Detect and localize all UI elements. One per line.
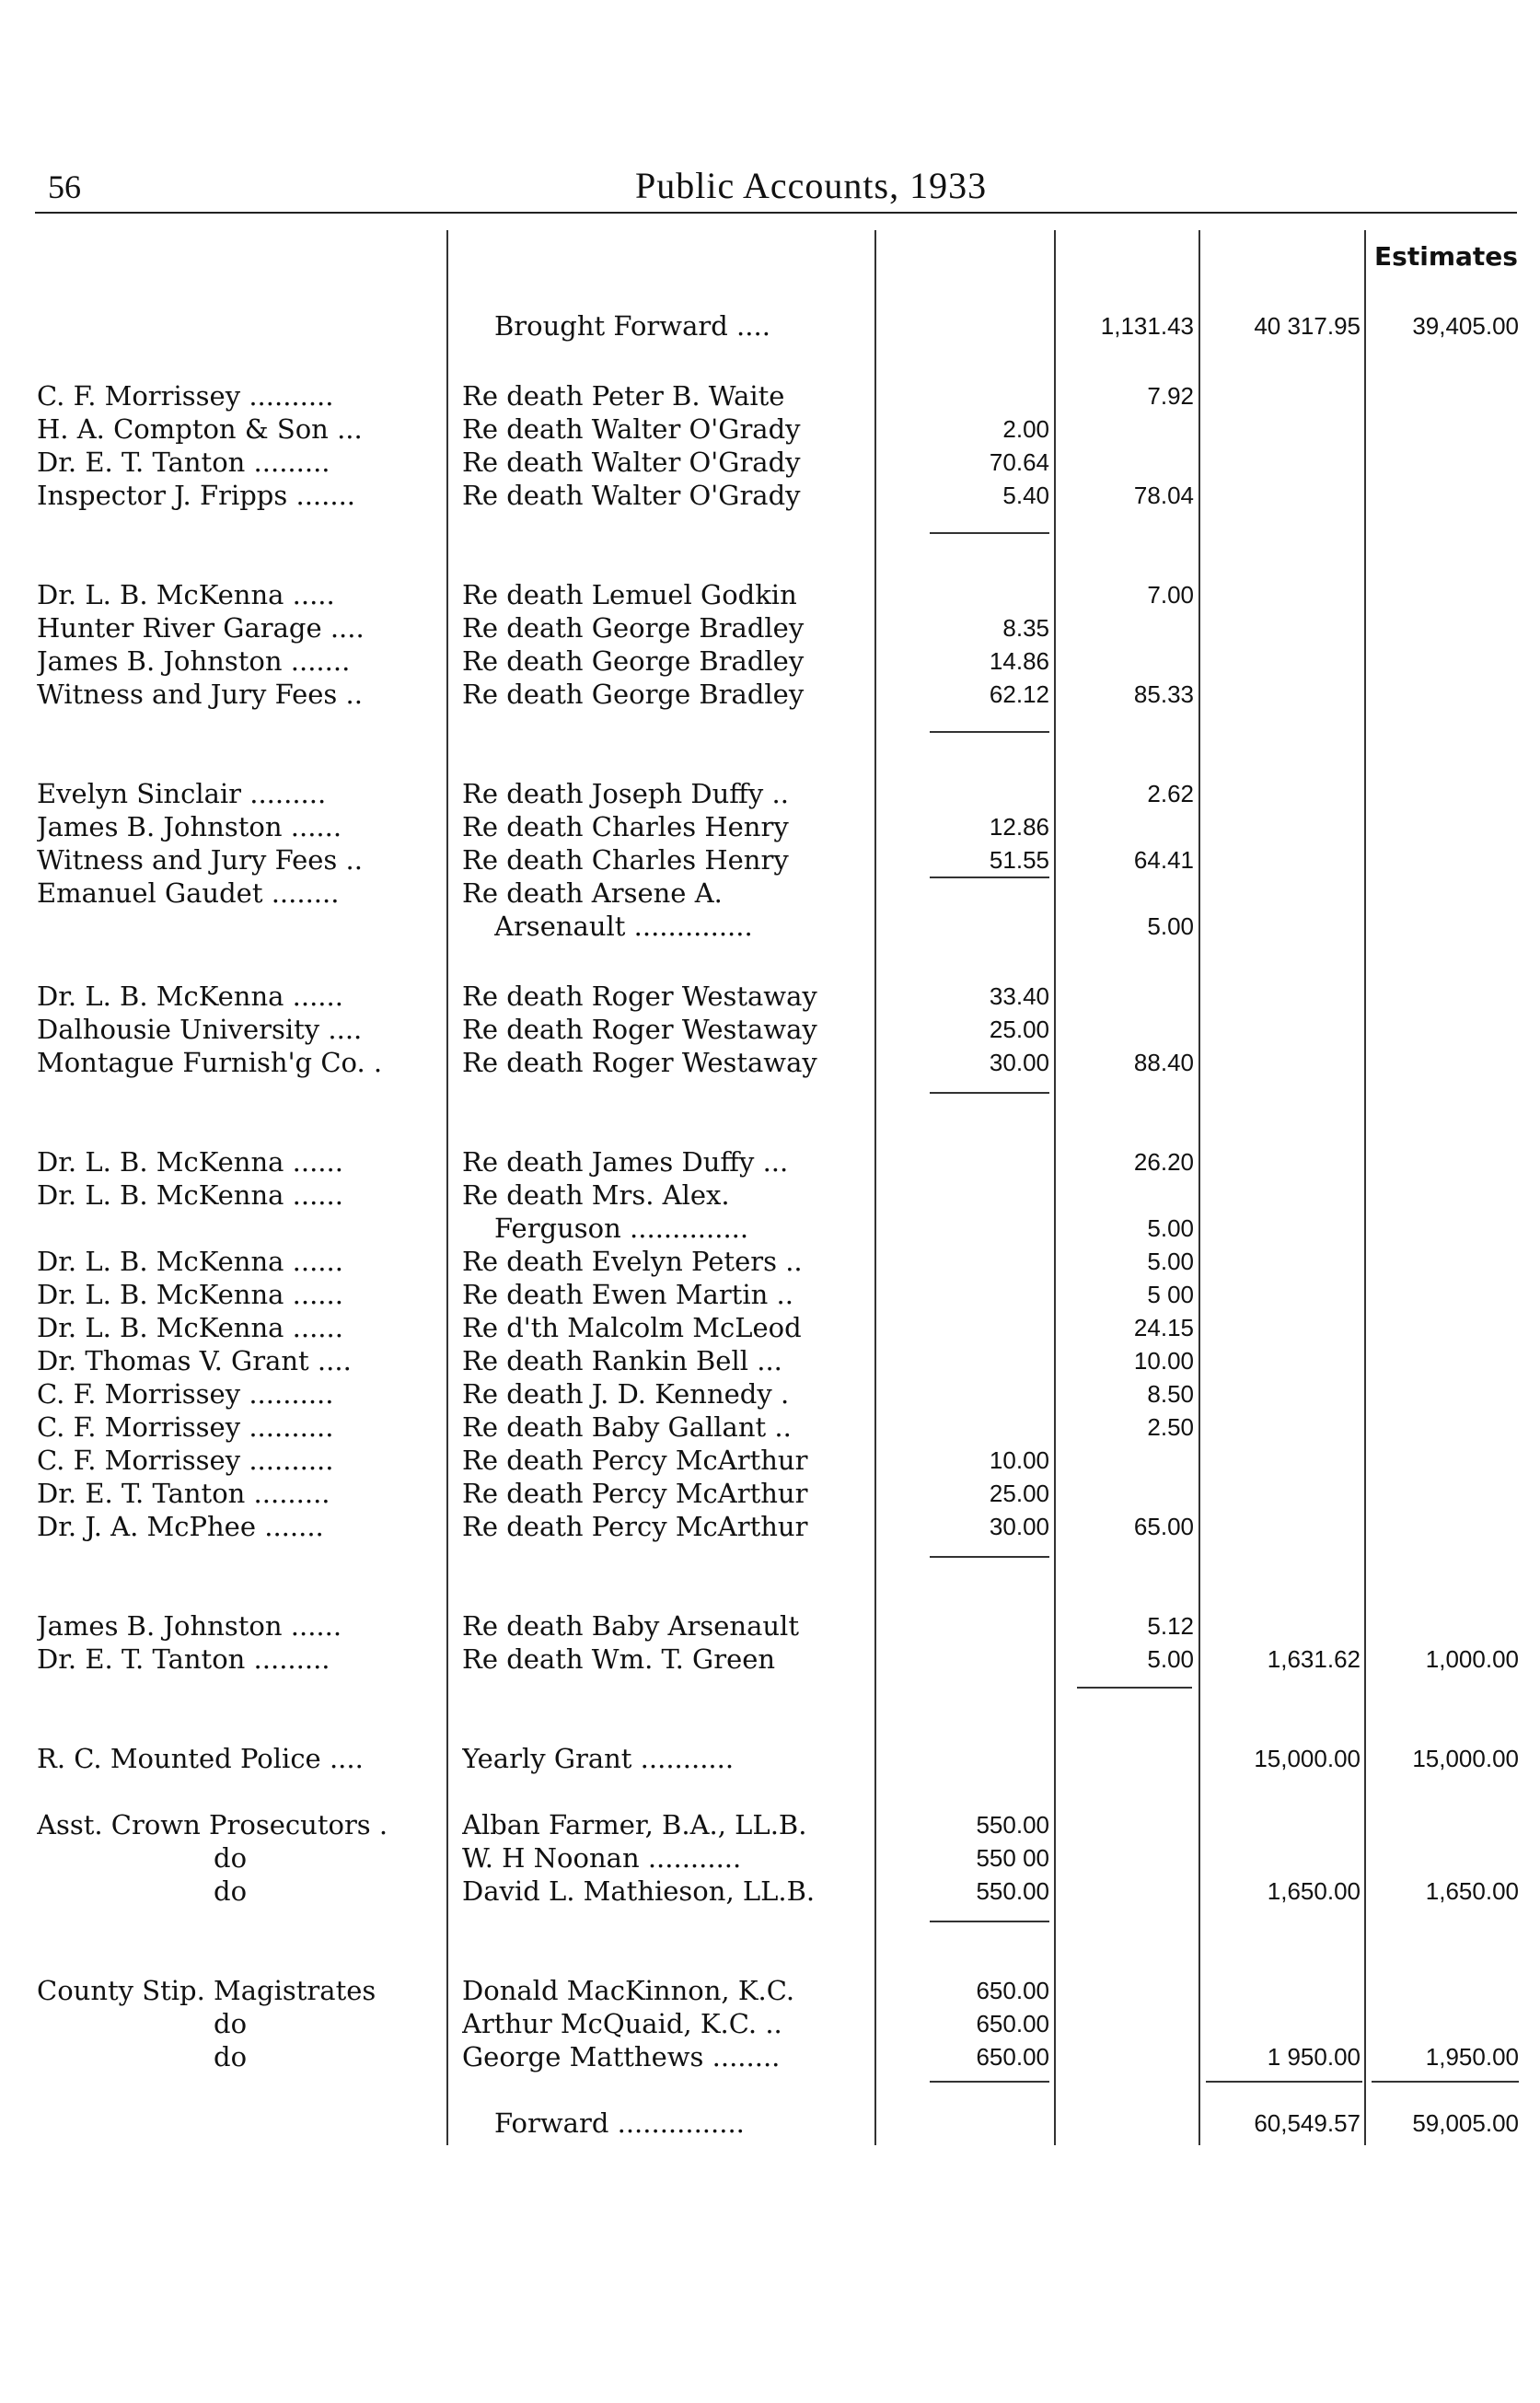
description-cell: David L. Mathieson, LL.B.	[462, 1875, 816, 1907]
description-cell: Re death Walter O'Grady	[462, 447, 801, 478]
payee-cell: Inspector J. Fripps .......	[37, 480, 356, 511]
amount-cell: 10.00	[989, 1446, 1049, 1474]
description-cell: Re death Charles Henry	[462, 844, 789, 876]
payee-cell: Dr. L. B. McKenna ......	[37, 1312, 343, 1343]
payee-cell: Dr. J. A. McPhee .......	[37, 1511, 324, 1542]
subtotal-cell: 5.00	[1147, 1248, 1194, 1275]
subtotal-cell: 88.40	[1133, 1049, 1194, 1076]
subtotal-cell: 5.00	[1147, 1214, 1194, 1242]
payee-cell: H. A. Compton & Son ...	[37, 413, 363, 445]
amount-cell: 8.35	[1002, 614, 1049, 642]
column-rule	[1054, 230, 1056, 2145]
page-number: 56	[48, 168, 81, 205]
description-cell: Re death Ewen Martin ..	[462, 1279, 793, 1310]
subtotal-rule	[930, 1556, 1049, 1558]
description-cell: Alban Farmer, B.A., LL.B.	[462, 1809, 807, 1840]
amount-cell: 5.40	[1002, 482, 1049, 509]
subtotal-rule	[1372, 2081, 1519, 2083]
description-cell: Re death Joseph Duffy ..	[462, 778, 789, 809]
forward-c3: 60,549.57	[1254, 2109, 1361, 2137]
description-cell: Re death Evelyn Peters ..	[462, 1246, 803, 1277]
description-cell: Re death J. D. Kennedy .	[462, 1378, 790, 1410]
description-cell: Re death Wm. T. Green	[462, 1643, 776, 1675]
subtotal-rule	[930, 1092, 1049, 1094]
description-cell: Re death George Bradley	[462, 645, 805, 677]
amount-cell: 51.55	[989, 846, 1049, 874]
total-cell: 1,631.62	[1267, 1645, 1361, 1673]
description-cell: Ferguson ..............	[494, 1213, 749, 1244]
subtotal-cell: 7.92	[1147, 382, 1194, 410]
payee-cell: do	[214, 2041, 248, 2072]
description-cell: Re death George Bradley	[462, 679, 805, 710]
amount-cell: 70.64	[989, 448, 1049, 476]
subtotal-cell: 78.04	[1133, 482, 1194, 509]
description-cell: Re death Roger Westaway	[462, 981, 817, 1012]
description-cell: Arthur McQuaid, K.C. ..	[462, 2008, 782, 2039]
amount-cell: 62.12	[989, 680, 1049, 708]
description-cell: Re death Arsene A.	[462, 877, 723, 909]
payee-cell: Dr. L. B. McKenna .....	[37, 579, 335, 610]
amount-cell: 650.00	[976, 1977, 1049, 2004]
description-cell: Re death Peter B. Waite	[462, 380, 785, 412]
description-cell: Arsenault ..............	[494, 911, 753, 942]
total-cell: 15,000.00	[1254, 1745, 1361, 1772]
payee-cell: do	[214, 1842, 248, 1874]
estimates-header: Estimates	[1374, 241, 1518, 272]
estimate-cell: 15,000.00	[1412, 1745, 1519, 1772]
brought-forward-c4: 39,405.00	[1412, 312, 1519, 340]
amount-cell: 550.00	[976, 1811, 1049, 1839]
page-title: Public Accounts, 1933	[635, 165, 988, 206]
amount-cell: 650.00	[976, 2043, 1049, 2071]
brought-forward-c3: 40 317.95	[1254, 312, 1361, 340]
estimate-cell: 1,000.00	[1425, 1645, 1519, 1673]
payee-cell: Dr. L. B. McKenna ......	[37, 1279, 343, 1310]
description-cell: W. H Noonan ...........	[462, 1842, 742, 1874]
description-cell: Re death James Duffy ...	[462, 1146, 789, 1178]
subtotal-cell: 2.62	[1147, 780, 1194, 807]
payee-cell: County Stip. Magistrates	[37, 1975, 376, 2006]
payee-cell: James B. Johnston ......	[37, 1610, 342, 1642]
description-cell: Re death Mrs. Alex.	[462, 1179, 730, 1211]
amount-cell: 2.00	[1002, 415, 1049, 443]
payee-cell: C. F. Morrissey ..........	[37, 1411, 334, 1443]
payee-cell: do	[214, 1875, 248, 1907]
payee-cell: Emanuel Gaudet ........	[37, 877, 340, 909]
payee-cell: Hunter River Garage ....	[37, 612, 365, 644]
amount-cell: 14.86	[989, 647, 1049, 675]
payee-cell: C. F. Morrissey ..........	[37, 1445, 334, 1476]
description-cell: Re d'th Malcolm McLeod	[462, 1312, 802, 1343]
payee-cell: do	[214, 2008, 248, 2039]
amount-cell: 650.00	[976, 2010, 1049, 2037]
payee-cell: C. F. Morrissey ..........	[37, 1378, 334, 1410]
description-cell: Re death Percy McArthur	[462, 1478, 808, 1509]
payee-cell: R. C. Mounted Police ....	[37, 1743, 364, 1774]
amount-cell: 550.00	[976, 1877, 1049, 1905]
amount-cell: 550 00	[976, 1844, 1049, 1872]
subtotal-cell: 10.00	[1133, 1347, 1194, 1375]
subtotal-cell: 5 00	[1147, 1281, 1194, 1308]
payee-cell: Dr. L. B. McKenna ......	[37, 1146, 343, 1178]
amount-cell: 25.00	[989, 1016, 1049, 1043]
subtotal-cell: 26.20	[1133, 1148, 1194, 1176]
column-rule	[446, 230, 448, 2145]
forward-c4: 59,005.00	[1412, 2109, 1519, 2137]
forward-label: Forward ...............	[494, 2107, 745, 2139]
payee-cell: Dr. L. B. McKenna ......	[37, 981, 343, 1012]
payee-cell: Dr. E. T. Tanton .........	[37, 447, 330, 478]
amount-cell: 30.00	[989, 1049, 1049, 1076]
subtotal-rule	[1206, 2081, 1362, 2083]
estimate-cell: 1,650.00	[1425, 1877, 1519, 1905]
amount-cell: 33.40	[989, 982, 1049, 1010]
amount-cell: 12.86	[989, 813, 1049, 841]
subtotal-cell: 64.41	[1133, 846, 1194, 874]
subtotal-cell: 2.50	[1147, 1413, 1194, 1441]
subtotal-cell: 5.00	[1147, 1645, 1194, 1673]
payee-cell: James B. Johnston ......	[37, 811, 342, 842]
total-cell: 1 950.00	[1267, 2043, 1361, 2071]
brought-forward-c2: 1,131.43	[1100, 312, 1194, 340]
subtotal-cell: 7.00	[1147, 581, 1194, 609]
estimate-cell: 1,950.00	[1425, 2043, 1519, 2071]
description-cell: Yearly Grant ...........	[462, 1743, 735, 1774]
payee-cell: Montague Furnish'g Co. .	[37, 1047, 383, 1078]
payee-cell: C. F. Morrissey ..........	[37, 380, 334, 412]
header-rule	[35, 212, 1517, 214]
subtotal-rule	[1077, 1687, 1192, 1689]
description-cell: George Matthews ........	[462, 2041, 781, 2072]
payee-cell: Witness and Jury Fees ..	[37, 844, 363, 876]
column-rule	[1198, 230, 1200, 2145]
description-cell: Re death Baby Gallant ..	[462, 1411, 792, 1443]
column-rule	[1364, 230, 1366, 2145]
brought-forward-label: Brought Forward ....	[494, 310, 770, 342]
subtotal-rule	[930, 876, 1049, 878]
total-cell: 1,650.00	[1267, 1877, 1361, 1905]
payee-cell: Evelyn Sinclair .........	[37, 778, 327, 809]
description-cell: Re death George Bradley	[462, 612, 805, 644]
payee-cell: Dr. E. T. Tanton .........	[37, 1643, 330, 1675]
subtotal-cell: 8.50	[1147, 1380, 1194, 1408]
payee-cell: James B. Johnston .......	[37, 645, 351, 677]
column-rule	[874, 230, 876, 2145]
payee-cell: Dr. L. B. McKenna ......	[37, 1179, 343, 1211]
subtotal-rule	[930, 2081, 1049, 2083]
payee-cell: Dr. Thomas V. Grant ....	[37, 1345, 352, 1376]
payee-cell: Dalhousie University ....	[37, 1014, 363, 1045]
subtotal-rule	[930, 731, 1049, 733]
amount-cell: 30.00	[989, 1513, 1049, 1540]
description-cell: Re death Walter O'Grady	[462, 480, 801, 511]
payee-cell: Dr. E. T. Tanton .........	[37, 1478, 330, 1509]
description-cell: Re death Walter O'Grady	[462, 413, 801, 445]
subtotal-cell: 85.33	[1133, 680, 1194, 708]
description-cell: Re death Charles Henry	[462, 811, 789, 842]
description-cell: Re death Baby Arsenault	[462, 1610, 799, 1642]
subtotal-rule	[930, 532, 1049, 534]
payee-cell: Asst. Crown Prosecutors .	[37, 1809, 388, 1840]
subtotal-rule	[930, 1921, 1049, 1922]
description-cell: Re death Roger Westaway	[462, 1047, 817, 1078]
description-cell: Re death Roger Westaway	[462, 1014, 817, 1045]
subtotal-cell: 5.00	[1147, 912, 1194, 940]
description-cell: Re death Percy McArthur	[462, 1445, 808, 1476]
payee-cell: Dr. L. B. McKenna ......	[37, 1246, 343, 1277]
description-cell: Re death Percy McArthur	[462, 1511, 808, 1542]
description-cell: Re death Lemuel Godkin	[462, 579, 797, 610]
payee-cell: Witness and Jury Fees ..	[37, 679, 363, 710]
subtotal-cell: 24.15	[1133, 1314, 1194, 1341]
description-cell: Donald MacKinnon, K.C.	[462, 1975, 795, 2006]
subtotal-cell: 5.12	[1147, 1612, 1194, 1640]
description-cell: Re death Rankin Bell ...	[462, 1345, 782, 1376]
subtotal-cell: 65.00	[1133, 1513, 1194, 1540]
amount-cell: 25.00	[989, 1480, 1049, 1507]
